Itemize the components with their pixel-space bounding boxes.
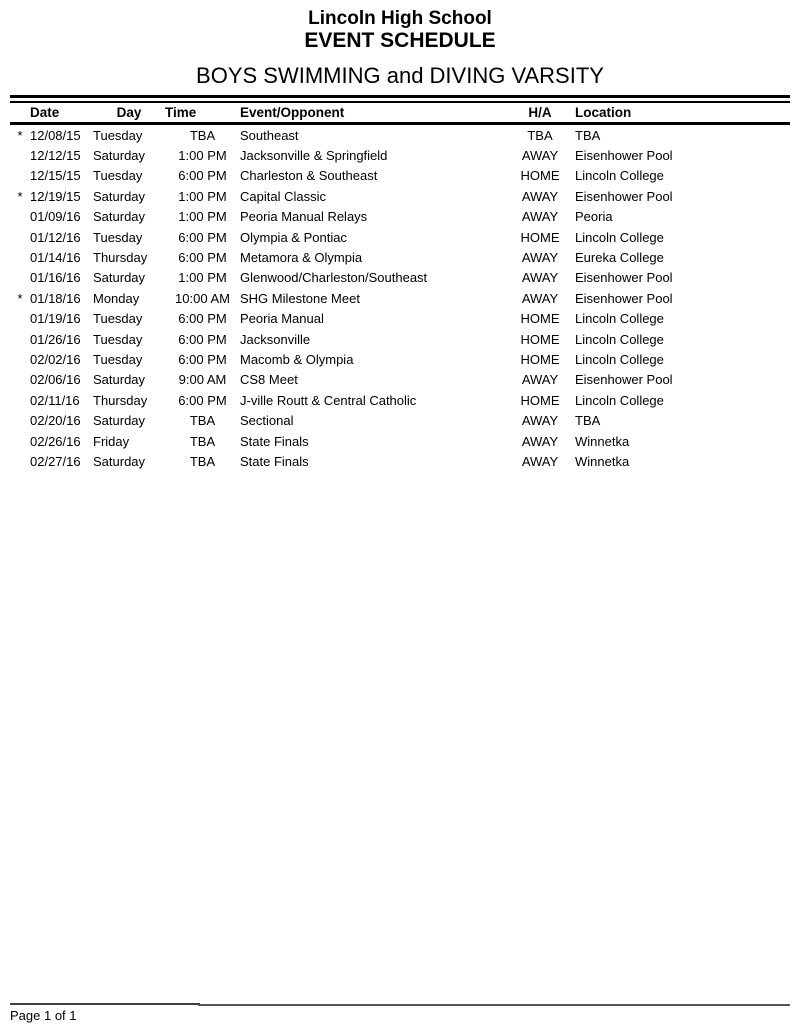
day-cell: Saturday (93, 413, 146, 429)
time-cell: 6:00 PM (178, 351, 227, 367)
event-cell: Olympia & Pontiac (240, 229, 347, 245)
location-column-header: Location (575, 103, 790, 124)
day-cell: Tuesday (93, 127, 143, 143)
ha-cell: TBA (527, 127, 553, 143)
event-cell: Capital Classic (240, 188, 326, 204)
date-cell: 01/19/16 (30, 311, 81, 327)
ha-cell: AWAY (521, 433, 559, 449)
time-cell: TBA (189, 453, 216, 469)
ha-cell: HOME (520, 168, 560, 184)
star-cell (10, 349, 30, 369)
event-cell: Glenwood/Charleston/Southeast (240, 270, 428, 286)
event-cell: Metamora & Olympia (240, 250, 363, 266)
location-cell: Eisenhower Pool (575, 372, 673, 388)
table-row (10, 309, 790, 329)
ha-cell: AWAY (521, 148, 559, 164)
location-cell: Lincoln College (575, 331, 664, 347)
table-row (10, 288, 790, 308)
day-cell: Thursday (93, 392, 148, 408)
star-column-header (10, 103, 30, 124)
schedule-table (10, 103, 790, 472)
ha-cell: AWAY (521, 413, 559, 429)
schedule-table-header (10, 103, 790, 124)
star-cell (10, 247, 30, 267)
day-cell: Thursday (93, 250, 148, 266)
table-row (10, 247, 790, 267)
ha-cell: AWAY (521, 372, 559, 388)
ha-cell: HOME (520, 229, 560, 245)
day-cell: Saturday (93, 209, 146, 225)
time-cell: 9:00 AM (178, 372, 227, 388)
day-cell: Saturday (93, 453, 146, 469)
table-row (10, 186, 790, 206)
location-cell: TBA (575, 413, 601, 429)
star-cell (10, 370, 30, 390)
location-cell: Eisenhower Pool (575, 270, 673, 286)
footer-rule-left (10, 1003, 200, 1005)
time-cell: 1:00 PM (178, 270, 227, 286)
day-cell: Friday (93, 433, 130, 449)
star-cell: * (17, 188, 23, 204)
date-cell: 01/16/16 (30, 270, 81, 286)
date-cell: 02/20/16 (30, 413, 81, 429)
ha-cell: HOME (520, 392, 560, 408)
star-cell (10, 166, 30, 186)
location-cell: Lincoln College (575, 229, 664, 245)
location-cell: Peoria (575, 209, 613, 225)
event-cell: Peoria Manual Relays (240, 209, 368, 225)
document-header (0, 0, 800, 88)
date-cell: 02/06/16 (30, 372, 81, 388)
table-row (10, 329, 790, 349)
location-cell: Lincoln College (575, 311, 664, 327)
star-cell (10, 268, 30, 288)
ha-cell: AWAY (521, 453, 559, 469)
date-cell: 01/14/16 (30, 250, 81, 266)
table-row (10, 370, 790, 390)
ha-cell: AWAY (521, 209, 559, 225)
event-cell: J-ville Routt & Central Catholic (240, 392, 417, 408)
day-cell: Tuesday (93, 311, 143, 327)
time-cell: 1:00 PM (178, 188, 227, 204)
time-cell: 6:00 PM (178, 392, 227, 408)
event-cell: Jacksonville (240, 331, 311, 347)
date-cell: 01/09/16 (30, 209, 81, 225)
star-cell (10, 410, 30, 430)
table-row (10, 349, 790, 369)
star-cell (10, 431, 30, 451)
table-row (10, 431, 790, 451)
time-cell: 10:00 AM (175, 290, 230, 306)
day-cell: Tuesday (93, 229, 143, 245)
date-cell: 01/18/16 (30, 290, 81, 306)
location-cell: TBA (575, 127, 601, 143)
date-cell: 02/11/16 (30, 392, 80, 408)
event-cell: Macomb & Olympia (240, 351, 354, 367)
ha-cell: HOME (520, 331, 560, 347)
table-row (10, 145, 790, 165)
day-cell: Saturday (93, 148, 146, 164)
ha-cell: AWAY (521, 290, 559, 306)
location-cell: Lincoln College (575, 168, 664, 184)
date-cell: 02/02/16 (30, 351, 81, 367)
date-cell: 02/26/16 (30, 433, 81, 449)
date-cell: 02/27/16 (30, 453, 81, 469)
ha-cell: AWAY (521, 250, 559, 266)
table-row (10, 166, 790, 186)
footer-rule-right (198, 1004, 790, 1006)
event-cell: State Finals (240, 453, 309, 469)
location-cell: Winnetka (575, 433, 630, 449)
time-cell: 1:00 PM (178, 209, 227, 225)
time-column-header: Time (165, 103, 240, 124)
page-number-label: Page 1 of 1 (10, 1008, 77, 1023)
schedule-table-body (10, 124, 790, 472)
location-cell: Winnetka (575, 453, 630, 469)
table-row (10, 410, 790, 430)
location-cell: Eureka College (575, 250, 664, 266)
star-cell (10, 227, 30, 247)
star-cell (10, 309, 30, 329)
table-row (10, 268, 790, 288)
double-rule (10, 95, 790, 103)
table-row (10, 227, 790, 247)
event-cell: CS8 Meet (240, 372, 298, 388)
table-row (10, 390, 790, 410)
day-cell: Monday (93, 290, 140, 306)
header-row (10, 103, 790, 124)
day-cell: Saturday (93, 372, 146, 388)
ha-cell: HOME (520, 311, 560, 327)
event-cell: Charleston & Southeast (240, 168, 378, 184)
date-cell: 12/19/15 (30, 188, 81, 204)
time-cell: TBA (189, 413, 216, 429)
ha-cell: AWAY (521, 188, 559, 204)
day-cell: Tuesday (93, 331, 143, 347)
star-cell (10, 451, 30, 471)
star-cell (10, 390, 30, 410)
event-cell: Peoria Manual (240, 311, 324, 327)
event-cell: State Finals (240, 433, 309, 449)
day-cell: Tuesday (93, 168, 143, 184)
event-cell: Jacksonville & Springfield (240, 148, 388, 164)
ha-column-header: H/A (505, 103, 575, 124)
time-cell: TBA (189, 433, 216, 449)
time-cell: 6:00 PM (178, 331, 227, 347)
star-cell (10, 145, 30, 165)
time-cell: 6:00 PM (178, 250, 227, 266)
event-cell: Sectional (240, 413, 294, 429)
date-cell: 01/26/16 (30, 331, 81, 347)
table-row (10, 207, 790, 227)
ha-cell: AWAY (521, 270, 559, 286)
date-column-header: Date (30, 103, 93, 124)
star-cell (10, 329, 30, 349)
time-cell: 6:00 PM (178, 311, 227, 327)
location-cell: Lincoln College (575, 392, 664, 408)
star-cell: * (17, 290, 23, 306)
event-cell: Southeast (240, 127, 299, 143)
event-cell: SHG Milestone Meet (240, 290, 360, 306)
location-cell: Eisenhower Pool (575, 148, 673, 164)
date-cell: 12/08/15 (30, 127, 81, 143)
date-cell: 12/12/15 (30, 148, 81, 164)
day-column-header: Day (93, 103, 165, 124)
event-column-header: Event/Opponent (240, 103, 505, 124)
report-title: EVENT SCHEDULE (304, 29, 496, 52)
time-cell: 6:00 PM (178, 168, 227, 184)
school-name: Lincoln High School (308, 8, 492, 29)
star-cell: * (17, 127, 23, 143)
location-cell: Eisenhower Pool (575, 188, 673, 204)
location-cell: Eisenhower Pool (575, 290, 673, 306)
ha-cell: HOME (520, 351, 560, 367)
day-cell: Saturday (93, 270, 146, 286)
time-cell: TBA (189, 127, 216, 143)
table-row (10, 451, 790, 471)
date-cell: 01/12/16 (30, 229, 81, 245)
day-cell: Saturday (93, 188, 146, 204)
day-cell: Tuesday (93, 351, 143, 367)
date-cell: 12/15/15 (30, 168, 81, 184)
table-row (10, 124, 790, 146)
team-title: BOYS SWIMMING and DIVING VARSITY (196, 63, 604, 88)
time-cell: 6:00 PM (178, 229, 227, 245)
location-cell: Lincoln College (575, 351, 664, 367)
star-cell (10, 207, 30, 227)
time-cell: 1:00 PM (178, 148, 227, 164)
